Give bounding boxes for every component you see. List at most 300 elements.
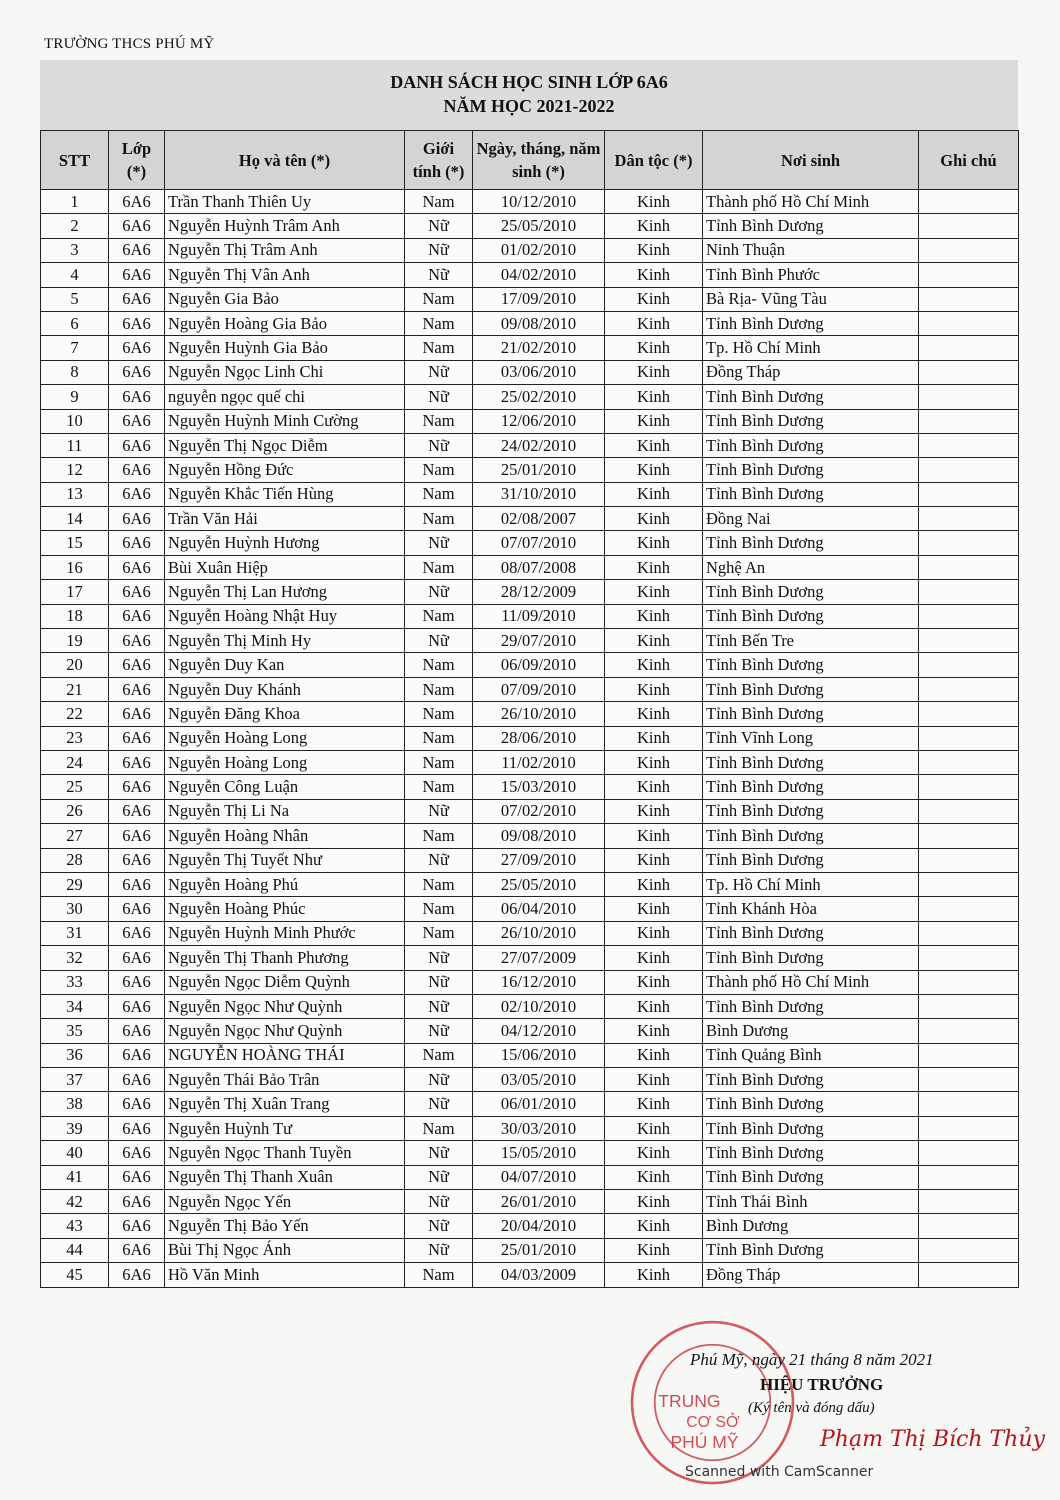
cell-birth-date: 11/02/2010 (473, 750, 605, 774)
cell-notes (919, 1019, 1019, 1043)
cell-ethnicity: Kinh (605, 1190, 703, 1214)
cell-ethnicity: Kinh (605, 921, 703, 945)
table-row (41, 1092, 1019, 1116)
cell-stt: 30 (41, 897, 109, 921)
cell-notes (919, 1214, 1019, 1238)
cell-birthplace: Tỉnh Bình Phước (703, 263, 919, 287)
signature-note: (Ký tên và đóng dấu) (748, 1400, 875, 1416)
cell-full-name: Nguyễn Hoàng Long (165, 750, 405, 774)
cell-birth-date: 25/05/2010 (473, 214, 605, 238)
cell-birthplace: Tỉnh Bình Dương (703, 458, 919, 482)
cell-class: 6A6 (109, 799, 165, 823)
table-row (41, 946, 1019, 970)
cell-birth-date: 06/01/2010 (473, 1092, 605, 1116)
cell-class: 6A6 (109, 433, 165, 457)
cell-ethnicity: Kinh (605, 580, 703, 604)
cell-full-name: Nguyễn Thái Bảo Trân (165, 1068, 405, 1092)
cell-birthplace: Đồng Tháp (703, 360, 919, 384)
cell-class: 6A6 (109, 629, 165, 653)
table-row (41, 775, 1019, 799)
svg-text:TRUNG: TRUNG (658, 1390, 721, 1411)
cell-notes (919, 580, 1019, 604)
cell-ethnicity: Kinh (605, 872, 703, 896)
cell-full-name: Nguyễn Hoàng Long (165, 726, 405, 750)
cell-stt: 19 (41, 629, 109, 653)
cell-gender: Nam (405, 1263, 473, 1287)
cell-notes (919, 946, 1019, 970)
cell-notes (919, 824, 1019, 848)
table-row (41, 409, 1019, 433)
cell-gender: Nam (405, 555, 473, 579)
cell-ethnicity: Kinh (605, 385, 703, 409)
cell-full-name: Nguyễn Huỳnh Gia Bảo (165, 336, 405, 360)
cell-ethnicity: Kinh (605, 824, 703, 848)
table-row (41, 238, 1019, 262)
principal-signature: Phạm Thị Bích Thủy (820, 1427, 1045, 1452)
cell-birth-date: 15/06/2010 (473, 1043, 605, 1067)
table-row (41, 726, 1019, 750)
cell-notes (919, 1043, 1019, 1067)
cell-class: 6A6 (109, 1165, 165, 1189)
cell-birthplace: Tỉnh Bình Dương (703, 1092, 919, 1116)
cell-stt: 41 (41, 1165, 109, 1189)
cell-ethnicity: Kinh (605, 507, 703, 531)
cell-stt: 32 (41, 946, 109, 970)
student-list-sheet (40, 60, 1018, 1288)
cell-class: 6A6 (109, 970, 165, 994)
cell-gender: Nữ (405, 1141, 473, 1165)
table-row (41, 555, 1019, 579)
cell-birthplace: Tỉnh Vĩnh Long (703, 726, 919, 750)
cell-birthplace: Ninh Thuận (703, 238, 919, 262)
cell-birth-date: 07/09/2010 (473, 677, 605, 701)
cell-birth-date: 06/09/2010 (473, 653, 605, 677)
cell-birth-date: 16/12/2010 (473, 970, 605, 994)
cell-ethnicity: Kinh (605, 336, 703, 360)
cell-ethnicity: Kinh (605, 946, 703, 970)
cell-birth-date: 12/06/2010 (473, 409, 605, 433)
cell-ethnicity: Kinh (605, 677, 703, 701)
cell-birth-date: 03/05/2010 (473, 1068, 605, 1092)
cell-birth-date: 26/01/2010 (473, 1190, 605, 1214)
cell-stt: 13 (41, 482, 109, 506)
title-box (40, 60, 1018, 130)
header-gender: Giới tính (*) (405, 131, 473, 190)
cell-notes (919, 872, 1019, 896)
cell-ethnicity: Kinh (605, 1165, 703, 1189)
cell-class: 6A6 (109, 385, 165, 409)
cell-stt: 38 (41, 1092, 109, 1116)
cell-birthplace: Tỉnh Quảng Bình (703, 1043, 919, 1067)
cell-birth-date: 06/04/2010 (473, 897, 605, 921)
cell-gender: Nam (405, 897, 473, 921)
cell-class: 6A6 (109, 1190, 165, 1214)
cell-birthplace: Tỉnh Thái Bình (703, 1190, 919, 1214)
cell-class: 6A6 (109, 1019, 165, 1043)
cell-full-name: Bùi Thị Ngọc Ánh (165, 1238, 405, 1262)
cell-full-name: Hồ Văn Minh (165, 1263, 405, 1287)
cell-ethnicity: Kinh (605, 1019, 703, 1043)
cell-notes (919, 921, 1019, 945)
cell-ethnicity: Kinh (605, 531, 703, 555)
cell-class: 6A6 (109, 677, 165, 701)
header-birthplace: Nơi sinh (703, 131, 919, 190)
cell-ethnicity: Kinh (605, 604, 703, 628)
cell-notes (919, 507, 1019, 531)
table-row (41, 482, 1019, 506)
cell-class: 6A6 (109, 775, 165, 799)
cell-stt: 14 (41, 507, 109, 531)
cell-ethnicity: Kinh (605, 1068, 703, 1092)
svg-text:CƠ SỞ: CƠ SỞ (686, 1414, 740, 1431)
cell-birth-date: 11/09/2010 (473, 604, 605, 628)
cell-full-name: Nguyễn Duy Khánh (165, 677, 405, 701)
cell-class: 6A6 (109, 1141, 165, 1165)
cell-birthplace: Tỉnh Bình Dương (703, 1141, 919, 1165)
cell-full-name: Nguyễn Huỳnh Tư (165, 1116, 405, 1140)
cell-birthplace: Tỉnh Bình Dương (703, 1116, 919, 1140)
cell-stt: 23 (41, 726, 109, 750)
cell-stt: 3 (41, 238, 109, 262)
cell-birthplace: Bình Dương (703, 1019, 919, 1043)
cell-birthplace: Tỉnh Bình Dương (703, 799, 919, 823)
cell-stt: 9 (41, 385, 109, 409)
table-row (41, 385, 1019, 409)
cell-ethnicity: Kinh (605, 848, 703, 872)
cell-notes (919, 1190, 1019, 1214)
cell-gender: Nam (405, 1116, 473, 1140)
cell-gender: Nam (405, 482, 473, 506)
table-row (41, 507, 1019, 531)
cell-notes (919, 775, 1019, 799)
cell-full-name: Nguyễn Thị Ngọc Diễm (165, 433, 405, 457)
table-row (41, 1019, 1019, 1043)
cell-ethnicity: Kinh (605, 1092, 703, 1116)
cell-gender: Nữ (405, 433, 473, 457)
cell-birth-date: 27/09/2010 (473, 848, 605, 872)
cell-birthplace: Tp. Hồ Chí Minh (703, 872, 919, 896)
cell-full-name: Nguyễn Ngọc Như Quỳnh (165, 994, 405, 1018)
table-row (41, 1068, 1019, 1092)
cell-stt: 21 (41, 677, 109, 701)
cell-ethnicity: Kinh (605, 1238, 703, 1262)
table-row (41, 360, 1019, 384)
cell-stt: 5 (41, 287, 109, 311)
table-row (41, 580, 1019, 604)
table-row (41, 1263, 1019, 1287)
cell-full-name: Nguyễn Hồng Đức (165, 458, 405, 482)
cell-birth-date: 08/07/2008 (473, 555, 605, 579)
cell-birth-date: 20/04/2010 (473, 1214, 605, 1238)
cell-notes (919, 848, 1019, 872)
cell-stt: 16 (41, 555, 109, 579)
cell-class: 6A6 (109, 190, 165, 214)
cell-gender: Nam (405, 287, 473, 311)
cell-class: 6A6 (109, 1068, 165, 1092)
cell-birth-date: 02/10/2010 (473, 994, 605, 1018)
cell-birthplace: Tỉnh Bình Dương (703, 848, 919, 872)
cell-gender: Nữ (405, 946, 473, 970)
table-row (41, 629, 1019, 653)
table-row (41, 531, 1019, 555)
cell-ethnicity: Kinh (605, 287, 703, 311)
cell-birthplace: Tỉnh Bình Dương (703, 409, 919, 433)
cell-birth-date: 04/03/2009 (473, 1263, 605, 1287)
cell-gender: Nam (405, 311, 473, 335)
cell-gender: Nam (405, 604, 473, 628)
cell-gender: Nữ (405, 1190, 473, 1214)
cell-ethnicity: Kinh (605, 897, 703, 921)
cell-gender: Nam (405, 190, 473, 214)
cell-stt: 44 (41, 1238, 109, 1262)
cell-birthplace: Tỉnh Bình Dương (703, 482, 919, 506)
cell-full-name: Trần Văn Hải (165, 507, 405, 531)
cell-gender: Nữ (405, 799, 473, 823)
cell-full-name: Nguyễn Thị Minh Hy (165, 629, 405, 653)
cell-birthplace: Tỉnh Bình Dương (703, 946, 919, 970)
cell-notes (919, 287, 1019, 311)
table-row (41, 1190, 1019, 1214)
cell-birthplace: Tỉnh Bình Dương (703, 653, 919, 677)
cell-gender: Nam (405, 507, 473, 531)
cell-class: 6A6 (109, 1116, 165, 1140)
cell-birthplace: Tỉnh Bình Dương (703, 1165, 919, 1189)
cell-notes (919, 531, 1019, 555)
cell-gender: Nữ (405, 1068, 473, 1092)
cell-stt: 17 (41, 580, 109, 604)
cell-stt: 10 (41, 409, 109, 433)
cell-full-name: Nguyễn Thị Li Na (165, 799, 405, 823)
cell-birthplace: Tỉnh Bình Dương (703, 604, 919, 628)
cell-class: 6A6 (109, 336, 165, 360)
cell-stt: 27 (41, 824, 109, 848)
cell-ethnicity: Kinh (605, 1214, 703, 1238)
cell-notes (919, 555, 1019, 579)
cell-birthplace: Tỉnh Bình Dương (703, 994, 919, 1018)
cell-notes (919, 726, 1019, 750)
cell-class: 6A6 (109, 848, 165, 872)
table-row (41, 433, 1019, 457)
student-table (40, 130, 1019, 1288)
cell-birth-date: 31/10/2010 (473, 482, 605, 506)
header-birth-date: Ngày, tháng, năm sinh (*) (473, 131, 605, 190)
cell-class: 6A6 (109, 872, 165, 896)
cell-stt: 12 (41, 458, 109, 482)
cell-full-name: Nguyễn Thị Thanh Phương (165, 946, 405, 970)
cell-birthplace: Tỉnh Bình Dương (703, 921, 919, 945)
cell-full-name: Nguyễn Ngọc Linh Chi (165, 360, 405, 384)
cell-gender: Nữ (405, 214, 473, 238)
cell-full-name: NGUYỄN HOÀNG THÁI (165, 1043, 405, 1067)
cell-class: 6A6 (109, 1238, 165, 1262)
table-row (41, 1165, 1019, 1189)
table-row (41, 214, 1019, 238)
cell-stt: 29 (41, 872, 109, 896)
cell-notes (919, 1141, 1019, 1165)
cell-ethnicity: Kinh (605, 1116, 703, 1140)
cell-class: 6A6 (109, 994, 165, 1018)
cell-notes (919, 702, 1019, 726)
cell-full-name: Trần Thanh Thiên Uy (165, 190, 405, 214)
cell-full-name: Nguyễn Ngọc Thanh Tuyền (165, 1141, 405, 1165)
cell-ethnicity: Kinh (605, 629, 703, 653)
cell-stt: 40 (41, 1141, 109, 1165)
cell-notes (919, 970, 1019, 994)
cell-birth-date: 15/03/2010 (473, 775, 605, 799)
cell-notes (919, 311, 1019, 335)
cell-birth-date: 28/06/2010 (473, 726, 605, 750)
cell-class: 6A6 (109, 555, 165, 579)
header-notes: Ghi chú (919, 131, 1019, 190)
cell-birthplace: Tỉnh Bình Dương (703, 750, 919, 774)
cell-full-name: Nguyễn Huỳnh Trâm Anh (165, 214, 405, 238)
cell-stt: 26 (41, 799, 109, 823)
cell-class: 6A6 (109, 946, 165, 970)
cell-stt: 28 (41, 848, 109, 872)
cell-birthplace: Tỉnh Bến Tre (703, 629, 919, 653)
cell-birthplace: Bình Dương (703, 1214, 919, 1238)
cell-full-name: Nguyễn Thị Tuyết Như (165, 848, 405, 872)
cell-full-name: Nguyễn Huỳnh Hương (165, 531, 405, 555)
cell-notes (919, 1092, 1019, 1116)
table-row (41, 677, 1019, 701)
cell-class: 6A6 (109, 750, 165, 774)
header-ethnicity: Dân tộc (*) (605, 131, 703, 190)
table-row (41, 458, 1019, 482)
cell-class: 6A6 (109, 482, 165, 506)
scanner-watermark: Scanned with CamScanner (685, 1464, 874, 1480)
cell-birthplace: Tỉnh Bình Dương (703, 214, 919, 238)
cell-gender: Nam (405, 750, 473, 774)
cell-birth-date: 21/02/2010 (473, 336, 605, 360)
cell-birth-date: 25/05/2010 (473, 872, 605, 896)
cell-birth-date: 09/08/2010 (473, 824, 605, 848)
cell-stt: 31 (41, 921, 109, 945)
cell-full-name: Nguyễn Duy Kan (165, 653, 405, 677)
cell-ethnicity: Kinh (605, 433, 703, 457)
table-row (41, 263, 1019, 287)
cell-gender: Nam (405, 653, 473, 677)
cell-birth-date: 04/07/2010 (473, 1165, 605, 1189)
cell-ethnicity: Kinh (605, 263, 703, 287)
cell-stt: 33 (41, 970, 109, 994)
cell-notes (919, 409, 1019, 433)
cell-gender: Nam (405, 336, 473, 360)
table-row (41, 311, 1019, 335)
cell-stt: 15 (41, 531, 109, 555)
cell-stt: 8 (41, 360, 109, 384)
cell-full-name: Nguyễn Công Luận (165, 775, 405, 799)
cell-stt: 20 (41, 653, 109, 677)
cell-stt: 11 (41, 433, 109, 457)
table-row (41, 1214, 1019, 1238)
header-class: Lớp (*) (109, 131, 165, 190)
cell-notes (919, 238, 1019, 262)
cell-ethnicity: Kinh (605, 653, 703, 677)
cell-gender: Nữ (405, 1238, 473, 1262)
cell-notes (919, 1238, 1019, 1262)
cell-gender: Nam (405, 458, 473, 482)
cell-birth-date: 01/02/2010 (473, 238, 605, 262)
table-row (41, 824, 1019, 848)
cell-gender: Nam (405, 775, 473, 799)
cell-ethnicity: Kinh (605, 970, 703, 994)
cell-full-name: Nguyễn Khắc Tiến Hùng (165, 482, 405, 506)
cell-ethnicity: Kinh (605, 555, 703, 579)
cell-ethnicity: Kinh (605, 1141, 703, 1165)
cell-birthplace: Thành phố Hồ Chí Minh (703, 970, 919, 994)
cell-full-name: Nguyễn Hoàng Nhật Huy (165, 604, 405, 628)
cell-gender: Nữ (405, 531, 473, 555)
cell-full-name: Nguyễn Ngọc Yến (165, 1190, 405, 1214)
cell-stt: 42 (41, 1190, 109, 1214)
cell-class: 6A6 (109, 458, 165, 482)
cell-gender: Nữ (405, 1214, 473, 1238)
cell-gender: Nam (405, 1043, 473, 1067)
cell-birth-date: 29/07/2010 (473, 629, 605, 653)
cell-full-name: Nguyễn Hoàng Gia Bảo (165, 311, 405, 335)
cell-birth-date: 17/09/2010 (473, 287, 605, 311)
cell-birth-date: 26/10/2010 (473, 921, 605, 945)
cell-class: 6A6 (109, 653, 165, 677)
cell-birth-date: 30/03/2010 (473, 1116, 605, 1140)
cell-birthplace: Tỉnh Bình Dương (703, 385, 919, 409)
cell-full-name: Nguyễn Huỳnh Minh Cường (165, 409, 405, 433)
cell-ethnicity: Kinh (605, 702, 703, 726)
cell-notes (919, 214, 1019, 238)
cell-ethnicity: Kinh (605, 482, 703, 506)
cell-notes (919, 482, 1019, 506)
cell-birthplace: Tỉnh Bình Dương (703, 1238, 919, 1262)
cell-class: 6A6 (109, 824, 165, 848)
cell-gender: Nữ (405, 848, 473, 872)
cell-stt: 37 (41, 1068, 109, 1092)
cell-class: 6A6 (109, 531, 165, 555)
cell-gender: Nam (405, 702, 473, 726)
cell-notes (919, 458, 1019, 482)
signature-block (650, 1345, 1045, 1455)
cell-notes (919, 385, 1019, 409)
table-row (41, 799, 1019, 823)
table-header-row (41, 131, 1019, 190)
cell-birth-date: 09/08/2010 (473, 311, 605, 335)
cell-birthplace: Tỉnh Bình Dương (703, 677, 919, 701)
cell-birth-date: 04/12/2010 (473, 1019, 605, 1043)
cell-ethnicity: Kinh (605, 190, 703, 214)
cell-birth-date: 07/02/2010 (473, 799, 605, 823)
table-row (41, 287, 1019, 311)
cell-gender: Nam (405, 872, 473, 896)
cell-class: 6A6 (109, 726, 165, 750)
table-row (41, 1116, 1019, 1140)
cell-ethnicity: Kinh (605, 994, 703, 1018)
cell-birth-date: 28/12/2009 (473, 580, 605, 604)
cell-birthplace: Đồng Nai (703, 507, 919, 531)
table-row (41, 994, 1019, 1018)
cell-full-name: nguyễn ngọc quế chi (165, 385, 405, 409)
cell-class: 6A6 (109, 287, 165, 311)
cell-birthplace: Tỉnh Bình Dương (703, 702, 919, 726)
cell-gender: Nữ (405, 629, 473, 653)
cell-birth-date: 07/07/2010 (473, 531, 605, 555)
cell-full-name: Bùi Xuân Hiệp (165, 555, 405, 579)
table-row (41, 897, 1019, 921)
table-row (41, 190, 1019, 214)
cell-gender: Nữ (405, 360, 473, 384)
cell-stt: 2 (41, 214, 109, 238)
cell-ethnicity: Kinh (605, 1263, 703, 1287)
cell-birthplace: Tỉnh Bình Dương (703, 580, 919, 604)
